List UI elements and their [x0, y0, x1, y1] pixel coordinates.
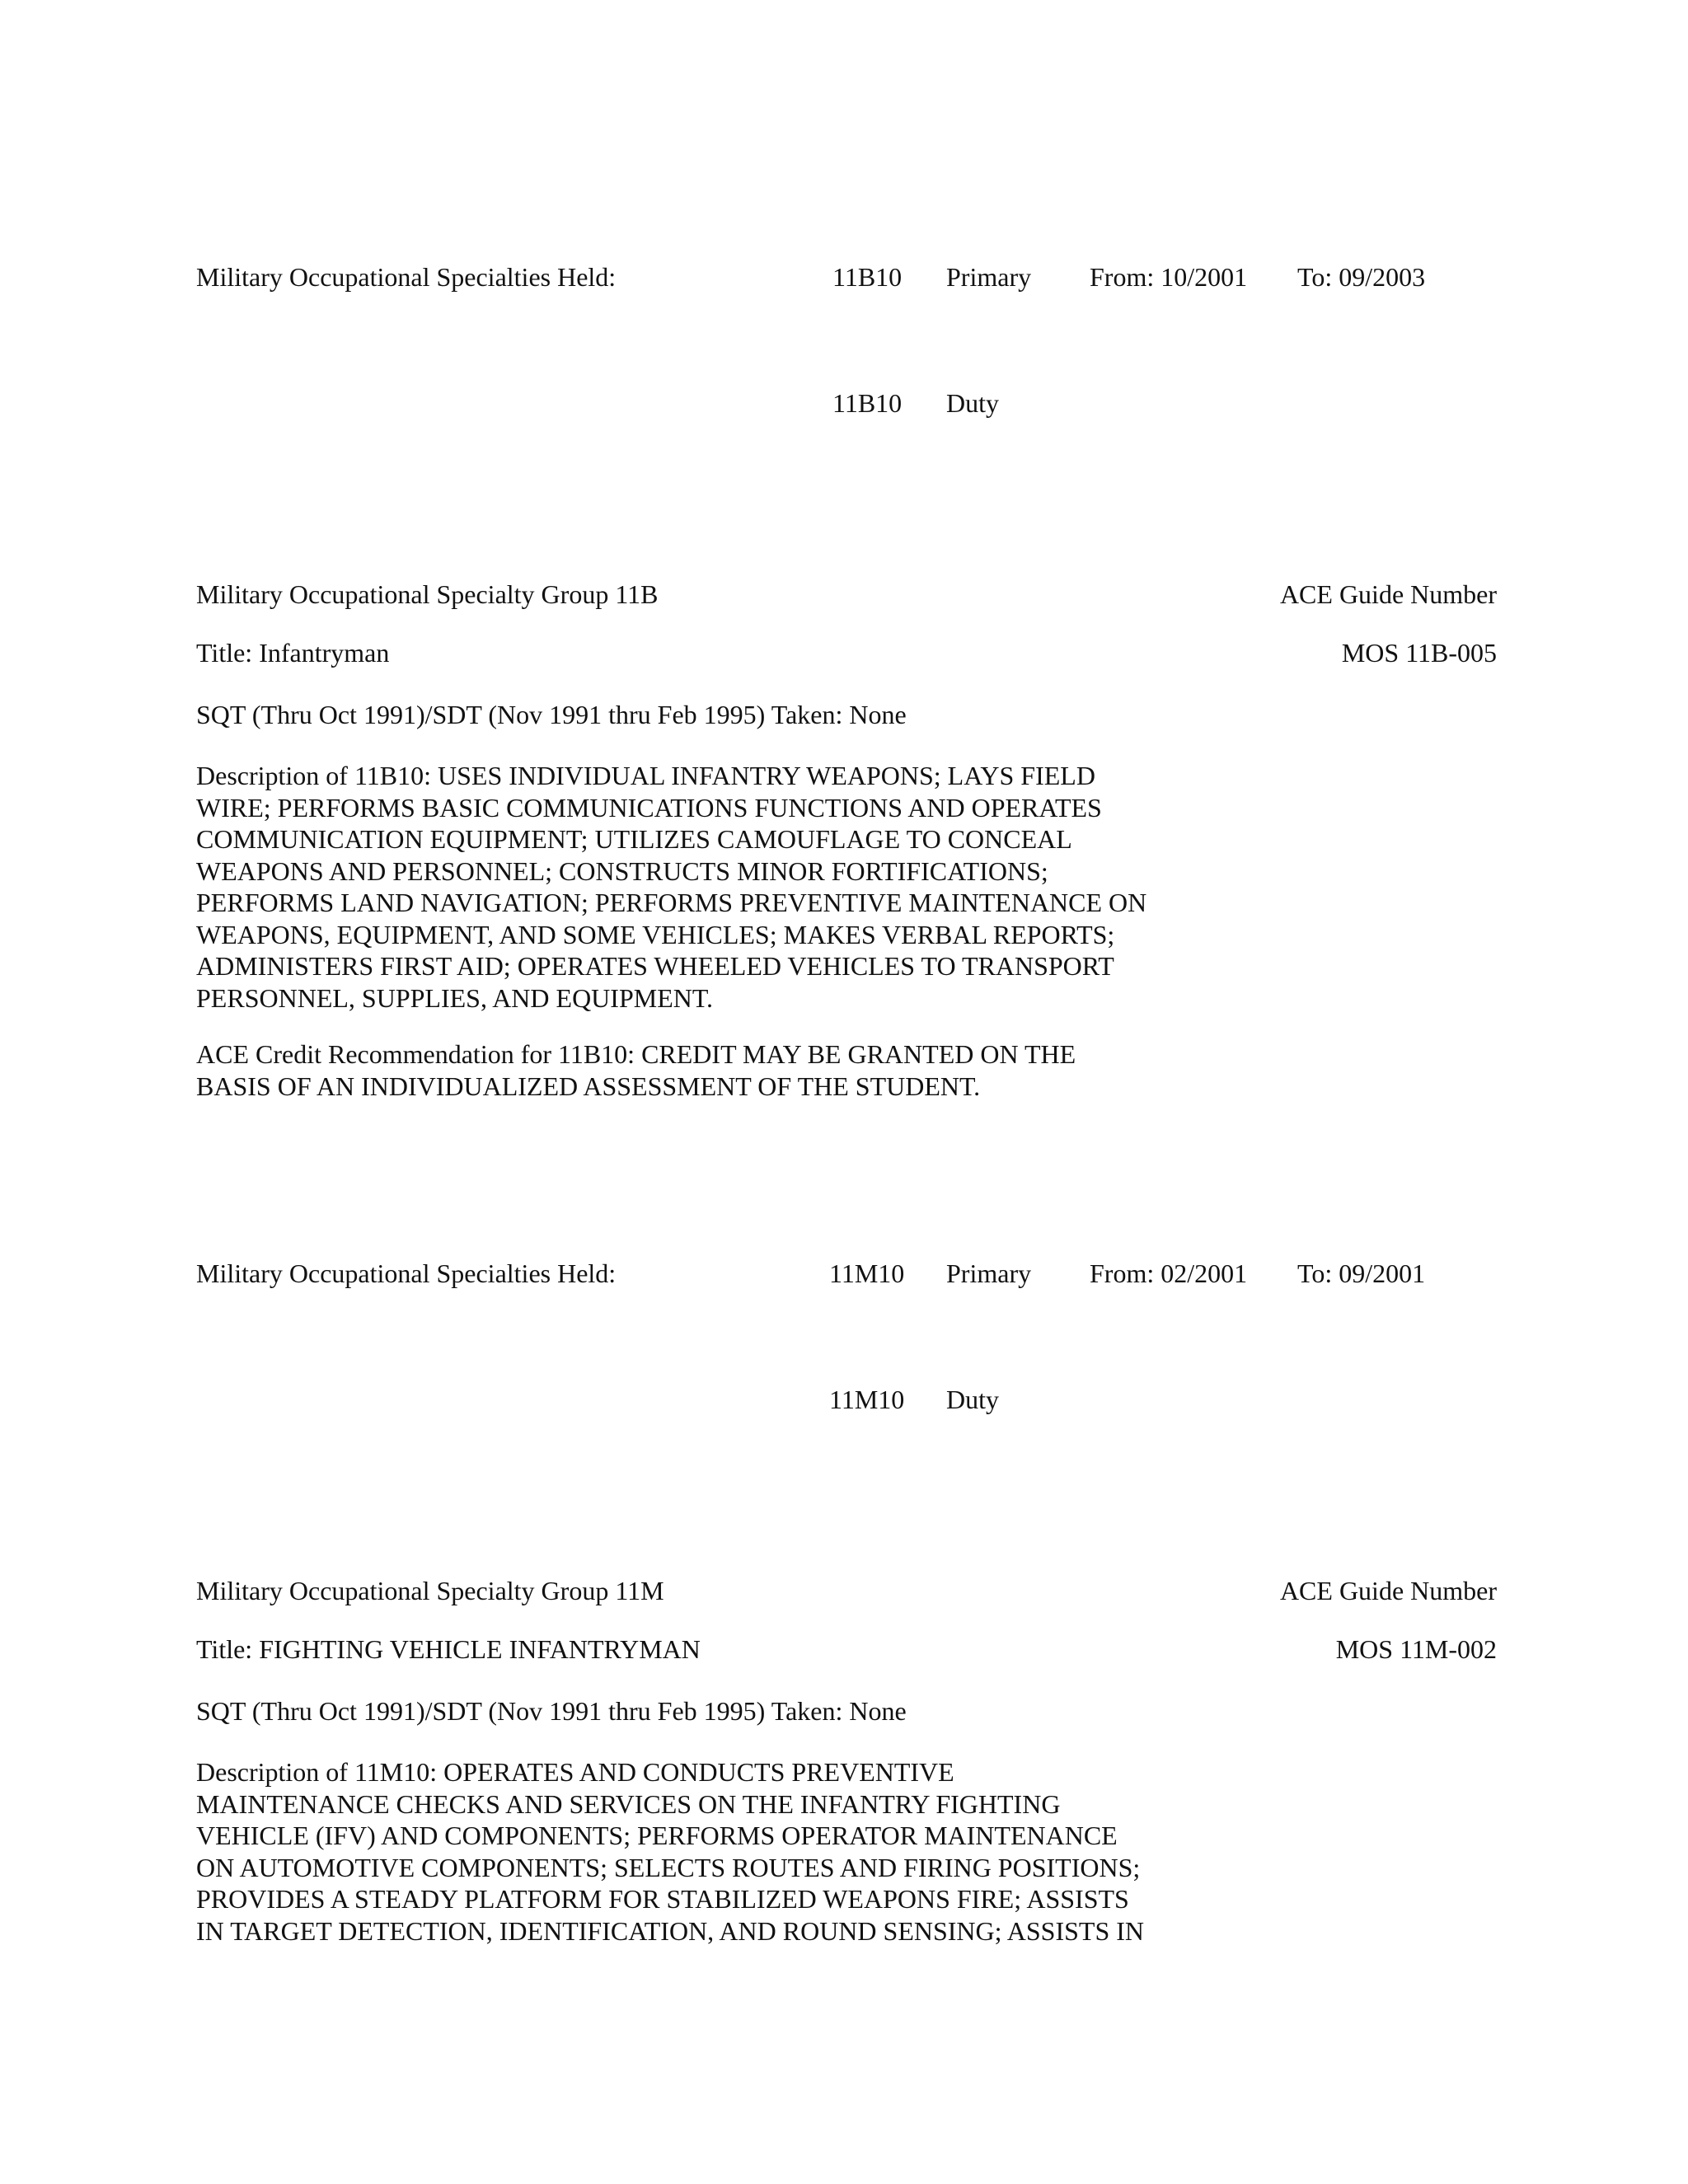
mos-primary-from: From: 02/2001: [1090, 1258, 1248, 1288]
ace-guide-label: ACE Guide Number: [1279, 1576, 1497, 1605]
ace-guide-label: ACE Guide Number: [1279, 579, 1497, 609]
mos-primary-type: Primary: [946, 262, 1032, 292]
mos-primary-code: 11B10: [832, 262, 903, 292]
mos-primary-to: To: 09/2001: [1297, 1258, 1426, 1288]
mos-held-label: Military Occupational Specialties Held:: [196, 1258, 617, 1288]
mos-primary-from: From: 10/2001: [1090, 262, 1248, 292]
mos-primary-code: 11M10: [829, 1258, 905, 1288]
mos-title: Title: FIGHTING VEHICLE INFANTRYMAN: [196, 1634, 701, 1664]
mos-description: Description of 11B10: USES INDIVIDUAL INFANTRY WEAPONS; LAYS FIELD WIRE; PERFORMS BASIC COMMUNICATIONS FUNCTIONS AND OPERATES COMMUNICATION EQUIPMENT; UTILIZES CAMOUFLAGE TO CONCEAL WEAPONS AND PERSONNEL; CONSTRUCTS MINOR FORTIFICATIONS; PERFORMS LAND NAVIGATION; PERFORMS PREVENTIVE MAINTENANCE ON WEAPONS, EQUIPMENT, AND SOME VEHICLES; MAKES VERBAL REPORTS; ADMINISTERS FIRST AID; OPERATES WHEELED VEHICLES TO TRANSPORT PERSONNEL, SUPPLIES, AND EQUIPMENT.: [196, 761, 1147, 1013]
mos-description: Description of 11M10: OPERATES AND CONDUCTS PREVENTIVE MAINTENANCE CHECKS AND SERVICES ON THE INFANTRY FIGHTING VEHICLE (IFV) AND COMPONENTS; PERFORMS OPERATOR MAINTENANCE ON AUTOMOTIVE COMPONENTS; SELECTS ROUTES AND FIRING POSITIONS; PROVIDES A STEADY PLATFORM FOR STABILIZED WEAPONS FIRE; ASSISTS IN TARGET DETECTION, IDENTIFICATION, AND ROUND SENSING; ASSISTS IN: [196, 1757, 1145, 1946]
sqt-sdt-line: SQT (Thru Oct 1991)/SDT (Nov 1991 thru Feb 1995) Taken: None: [196, 1696, 907, 1726]
mos-duty-type: Duty: [946, 1385, 999, 1414]
mos-held-label: Military Occupational Specialties Held:: [196, 262, 617, 292]
ace-guide-number: MOS 11B-005: [1341, 638, 1497, 668]
mos-group-label: Military Occupational Specialty Group 11B: [196, 579, 659, 609]
ace-guide-number: MOS 11M-002: [1335, 1634, 1497, 1664]
mos-primary-type: Primary: [946, 1258, 1032, 1288]
ace-credit-recommendation: ACE Credit Recommendation for 11B10: CREDIT MAY BE GRANTED ON THE BASIS OF AN INDIVIDUALIZED ASSESSMENT OF THE STUDENT.: [196, 1039, 1076, 1101]
mos-duty-code: 11B10: [832, 388, 903, 418]
mos-duty-type: Duty: [946, 388, 999, 418]
mos-group-label: Military Occupational Specialty Group 11M: [196, 1576, 664, 1605]
mos-primary-to: To: 09/2003: [1297, 262, 1426, 292]
sqt-sdt-line: SQT (Thru Oct 1991)/SDT (Nov 1991 thru Feb 1995) Taken: None: [196, 700, 907, 729]
mos-title: Title: Infantryman: [196, 638, 390, 668]
mos-duty-code: 11M10: [829, 1385, 905, 1414]
